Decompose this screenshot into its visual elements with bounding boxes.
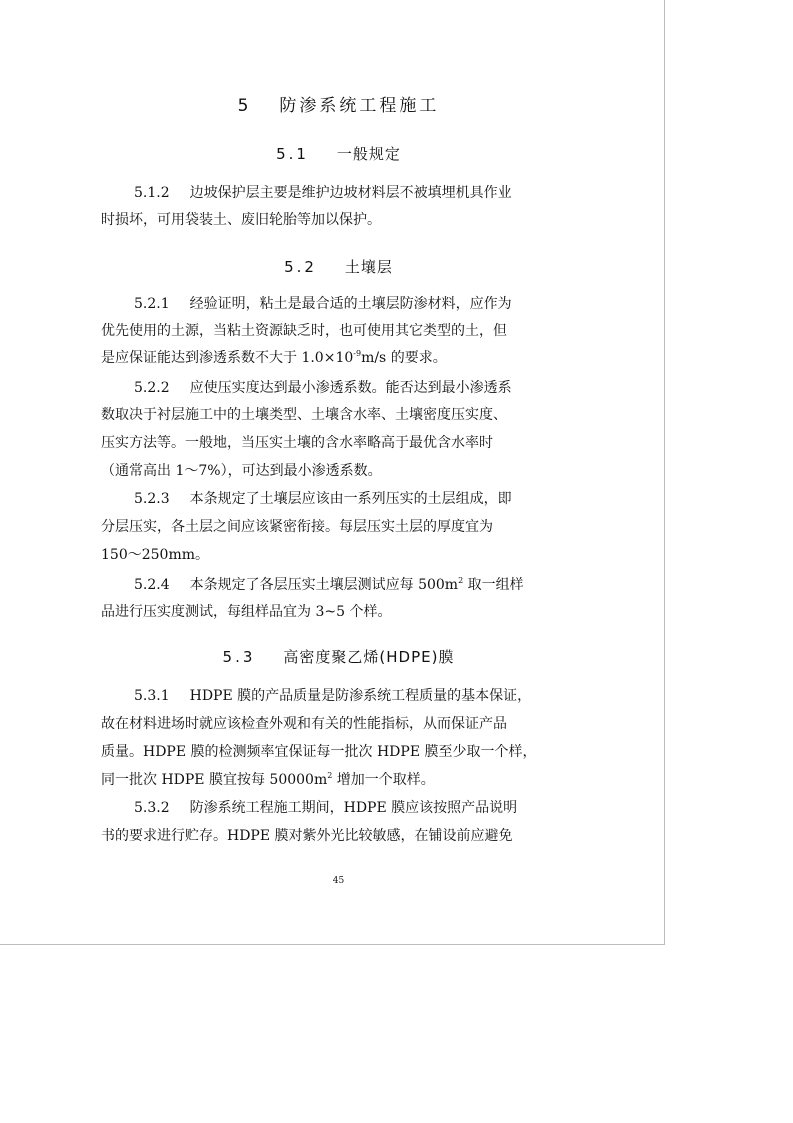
paragraph-text: 是应保证能达到渗透系数不大于 1.0×10 [101,350,354,366]
paragraph-5-2-3-line-2: 分层压实，各土层之间应该紧密衔接。每层压实土层的厚度宜为 [101,519,493,535]
paragraph-text: 经验证明，粘土是最合适的土壤层防渗材料，应作为 [189,296,512,312]
paragraph-5-3-2-line-1 [134,798,517,818]
chapter-heading [101,91,576,116]
paragraph-text: 边坡保护层主要是维护边坡材料层不被填埋机具作业 [189,185,512,201]
paragraph-5-3-1-line-3: 质量。HDPE 膜的检测频率宜保证每一批次 HDPE 膜至少取一个样， [101,744,537,760]
clause-number: 5.2.1 [134,296,170,312]
paragraph-text: 防渗系统工程施工期间，HDPE 膜应该按照产品说明 [189,800,518,816]
paragraph-text: 本条规定了土壤层应该由一系列压实的土层组成，即 [189,491,512,507]
section-heading-5-1 [101,143,576,164]
section-title: 高密度聚乙烯(HDPE)膜 [283,648,455,666]
paragraph-5-2-2-line-1 [134,378,512,398]
section-title: 土壤层 [344,258,393,276]
superscript: 2 [458,576,464,585]
clause-number: 5.2.3 [134,491,170,507]
section-number: 5.2 [284,258,317,276]
paragraph-5-3-1-line-4 [101,770,435,790]
paragraph-5-2-1-line-3 [101,348,447,368]
paragraph-text: 应使压实度达到最小渗透系数。能否达到最小渗透系 [189,380,512,396]
paragraph-5-1-2-line-2: 时损坏，可用袋装土、废旧轮胎等加以保护。 [101,212,381,228]
paragraph-5-2-4-line-2: 品进行压实度测试，每组样品宜为 3~5 个样。 [101,604,392,620]
clause-number: 5.2.4 [134,577,170,593]
paragraph-5-2-3-line-1 [134,489,512,509]
paragraph-5-2-2-line-4: （通常高出 1～7%），可达到最小渗透系数。 [101,463,382,479]
paragraph-text: HDPE 膜的产品质量是防渗系统工程质量的基本保证， [189,688,532,704]
section-number: 5.1 [276,145,309,163]
paragraph-text: 同一批次 HDPE 膜宜按每 50000m [101,772,328,788]
paragraph-text: 取一组样 [463,577,524,593]
paragraph-text: 增加一个取样。 [332,772,435,788]
section-title: 一般规定 [336,145,401,163]
superscript: -9 [353,349,362,358]
section-heading-5-2 [101,256,576,277]
paragraph-5-2-3-line-3: 150～250mm。 [101,547,209,563]
paragraph-5-2-2-line-2: 数取决于衬层施工中的土壤类型、土壤含水率、土壤密度压实度、 [101,407,507,423]
clause-number: 5.3.2 [134,800,170,816]
paragraph-5-3-2-line-2: 书的要求进行贮存。HDPE 膜对紫外光比较敏感，在铺设前应避免 [101,828,513,844]
clause-number: 5.2.2 [134,380,170,396]
clause-number: 5.3.1 [134,688,170,704]
paragraph-5-2-1-line-2: 优先使用的土源，当粘土资源缺乏时，也可使用其它类型的土，但 [101,323,507,339]
paragraph-text: 本条规定了各层压实土壤层测试应每 500m [189,577,459,593]
paragraph-text: m/s 的要求。 [361,350,447,366]
paragraph-5-1-2-line-1 [134,183,512,203]
paragraph-5-3-1-line-1 [134,686,531,706]
page-number: 45 [332,876,345,886]
section-heading-5-3 [101,646,576,667]
paragraph-5-2-2-line-3: 压实方法等。一般地，当压实土壤的含水率略高于最优含水率时 [101,435,493,451]
chapter-title: 防渗系统工程施工 [279,96,440,116]
paragraph-5-2-1-line-1 [134,294,512,314]
paragraph-5-2-4-line-1 [134,575,524,595]
section-number: 5.3 [222,648,256,666]
superscript: 2 [327,771,333,780]
paragraph-5-3-1-line-2: 故在材料进场时就应该检查外观和有关的性能指标，从而保证产品 [101,716,507,732]
clause-number: 5.1.2 [134,185,170,201]
chapter-number: 5 [237,96,252,116]
